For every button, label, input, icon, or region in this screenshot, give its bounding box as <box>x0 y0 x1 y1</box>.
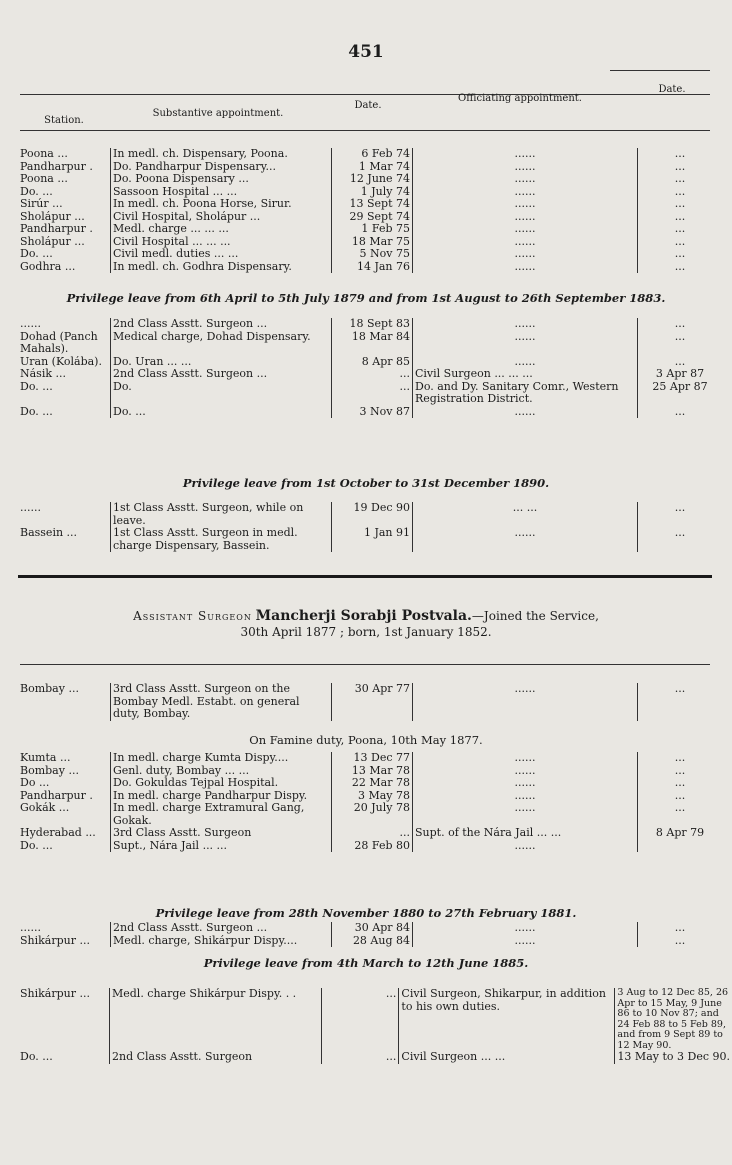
table-row <box>18 777 722 790</box>
officiating-date-cell: 13 May to 3 Dec 90. <box>615 1051 732 1064</box>
officiating-date-cell: ... <box>638 331 723 356</box>
officiating-date-cell: ... <box>638 752 723 765</box>
substantive-cell: Supt., Nára Jail ... ... <box>111 840 332 853</box>
date-cell: 6 Feb 74 <box>332 148 413 161</box>
date-cell: 5 Nov 75 <box>332 248 413 261</box>
station-cell: ...... <box>20 318 41 330</box>
date-cell: 18 Mar 75 <box>332 236 413 249</box>
date-cell: 30 Apr 77 <box>332 683 413 721</box>
officiating-date-cell <box>638 840 723 853</box>
leave-note: Privilege leave from 1st October to 31st December 1890. <box>182 476 550 490</box>
officiating-cell: ...... <box>413 935 638 948</box>
officiating-cell: ...... <box>413 840 638 853</box>
header-bottom-rule <box>20 130 710 131</box>
officiating-cell: ...... <box>413 777 638 790</box>
substantive-cell: 2nd Class Asstt. Surgeon ... <box>111 922 332 935</box>
officiating-cell: Civil Surgeon ... ... <box>399 1051 615 1064</box>
station-cell: Pandharpur . <box>20 789 93 802</box>
officer-rank: Assistant Surgeon <box>133 609 252 623</box>
date-cell: 19 Dec 90 <box>332 502 413 527</box>
officiating-cell: ...... <box>413 752 638 765</box>
substantive-cell: Do. ... <box>111 406 332 419</box>
service-table-7 <box>18 988 732 1064</box>
table-row <box>18 211 722 224</box>
officiating-cell: ...... <box>413 683 638 721</box>
substantive-cell: 2nd Class Asstt. Surgeon <box>109 1051 321 1064</box>
station-cell: Do. ... <box>20 380 53 393</box>
substantive-cell: In medl. charge Pandharpur Dispy. <box>111 790 332 803</box>
date-cell: 13 Dec 77 <box>332 752 413 765</box>
table-row <box>18 381 722 406</box>
officiating-date-cell: ... <box>638 173 723 186</box>
officer-joined: —Joined the Service, <box>471 609 599 623</box>
officiating-cell: ...... <box>413 148 638 161</box>
header-officiating: Officiating appointment. <box>458 93 582 104</box>
station-cell: Kumta ... <box>20 752 71 764</box>
station-cell: Do. ... <box>20 839 53 852</box>
date-cell: 18 Sept 83 <box>332 318 413 331</box>
station-cell: Uran (Kolába). <box>20 355 102 368</box>
substantive-cell: Do. <box>111 381 332 406</box>
station-cell: Pandharpur . <box>20 160 93 173</box>
date-cell: 28 Aug 84 <box>332 935 413 948</box>
date-cell: ... <box>322 1051 399 1064</box>
service-table-6 <box>18 922 722 947</box>
officiating-date-cell: ... <box>638 406 723 419</box>
table-row <box>18 1051 732 1064</box>
officiating-cell: Civil Surgeon ... ... ... <box>413 368 638 381</box>
header-top-rule <box>610 70 710 71</box>
date-cell: 3 May 78 <box>332 790 413 803</box>
officiating-date-cell: 8 Apr 79 <box>638 827 723 840</box>
header-station: Station. <box>44 115 84 126</box>
table-row <box>18 186 722 199</box>
table-row <box>18 198 722 211</box>
officiating-date-cell: ... <box>638 356 723 369</box>
officiating-date-cell: ... <box>638 935 723 948</box>
substantive-cell: 3rd Class Asstt. Surgeon <box>111 827 332 840</box>
officiating-cell: ...... <box>413 922 638 935</box>
officiating-cell: ...... <box>413 527 638 552</box>
substantive-cell: Genl. duty, Bombay ... ... <box>111 765 332 778</box>
date-cell: ... <box>322 988 399 1051</box>
header-substantive: Substantive appointment. <box>152 108 284 119</box>
station-cell: ...... <box>20 922 41 934</box>
date-cell: 1 Mar 74 <box>332 161 413 174</box>
service-table-3 <box>18 502 722 552</box>
officiating-date-cell: ... <box>638 527 723 552</box>
section-divider <box>18 575 712 578</box>
officiating-date-cell: ... <box>638 236 723 249</box>
substantive-cell: In medl. charge Kumta Dispy.... <box>111 752 332 765</box>
substantive-cell: Do. Poona Dispensary ... <box>111 173 332 186</box>
station-cell: Hyderabad ... <box>20 827 96 839</box>
officiating-cell: ...... <box>413 356 638 369</box>
officiating-cell: Civil Surgeon, Shikarpur, in addition to his own duties. <box>399 988 615 1051</box>
substantive-cell: In medl. charge Extramural Gang, Gokak. <box>111 802 332 827</box>
officiating-date-cell: ... <box>638 318 723 331</box>
officiating-date-cell: ... <box>638 211 723 224</box>
officiating-cell: ...... <box>413 765 638 778</box>
header-date: Date. <box>354 100 382 111</box>
substantive-cell: Medical charge, Dohad Dispensary. <box>111 331 332 356</box>
station-cell: Do. ... <box>20 405 53 418</box>
officiating-cell: ... ... <box>413 502 638 527</box>
officiating-date-cell: 3 Aug to 12 Dec 85, 26 Apr to 15 May, 9 June 86 to 10 Nov 87; and 24 Feb 88 to 5 Feb 89, and from 9 Sept 89 to 12 May 90. <box>615 988 732 1051</box>
officiating-cell: ...... <box>413 790 638 803</box>
officiating-date-cell: ... <box>638 790 723 803</box>
officiating-date-cell: ... <box>638 198 723 211</box>
station-cell: Poona ... <box>20 148 68 160</box>
date-cell: ... <box>332 827 413 840</box>
date-cell: 13 Sept 74 <box>332 198 413 211</box>
station-cell: Godhra ... <box>20 260 76 273</box>
station-cell: Shikárpur ... <box>20 934 90 947</box>
table-row <box>18 502 722 527</box>
station-cell: ...... <box>20 502 41 514</box>
date-cell: 30 Apr 84 <box>332 922 413 935</box>
officiating-cell: ...... <box>413 161 638 174</box>
substantive-cell: Sassoon Hospital ... ... <box>111 186 332 199</box>
service-table-2 <box>18 318 722 418</box>
table-row <box>18 148 722 161</box>
table-row <box>18 802 722 827</box>
station-cell: Sholápur ... <box>20 210 85 223</box>
date-cell: 1 July 74 <box>332 186 413 199</box>
officiating-cell: ...... <box>413 248 638 261</box>
officiating-cell: ...... <box>413 406 638 419</box>
officiating-date-cell: ... <box>638 502 723 527</box>
table-row <box>18 261 722 274</box>
date-cell: ... <box>332 381 413 406</box>
table-row <box>18 356 722 369</box>
station-cell: Násik ... <box>20 368 66 380</box>
station-cell: Do. ... <box>20 248 53 260</box>
famine-note: On Famine duty, Poona, 10th May 1877. <box>249 733 483 747</box>
station-cell: Bombay ... <box>20 683 79 695</box>
officiating-cell: ...... <box>413 223 638 236</box>
date-cell: 3 Nov 87 <box>332 406 413 419</box>
date-cell: 14 Jan 76 <box>332 261 413 274</box>
substantive-cell: In medl. ch. Godhra Dispensary. <box>111 261 332 274</box>
date-cell: 29 Sept 74 <box>332 211 413 224</box>
officiating-date-cell: ... <box>638 148 723 161</box>
section2-top-rule <box>20 664 710 665</box>
table-row <box>18 318 722 331</box>
service-table-4 <box>18 683 722 721</box>
officer-dates: 30th April 1877 ; born, 1st January 1852. <box>240 625 492 639</box>
station-cell: Gokák ... <box>20 802 70 814</box>
officiating-date-cell: ... <box>638 777 723 790</box>
officiating-date-cell: ... <box>638 683 723 721</box>
substantive-cell: Do. Uran ... ... <box>111 356 332 369</box>
page-number: 451 <box>348 42 384 62</box>
substantive-cell: Civil medl. duties ... ... <box>111 248 332 261</box>
substantive-cell: 1st Class Asstt. Surgeon in medl. charge Dispensary, Bassein. <box>111 527 332 552</box>
substantive-cell: In medl. ch. Dispensary, Poona. <box>111 148 332 161</box>
service-table-1 <box>18 148 722 273</box>
date-cell: 22 Mar 78 <box>332 777 413 790</box>
officiating-date-cell: 3 Apr 87 <box>638 368 723 381</box>
table-row <box>18 840 722 853</box>
substantive-cell: Civil Hospital, Sholápur ... <box>111 211 332 224</box>
substantive-cell: 2nd Class Asstt. Surgeon ... <box>111 318 332 331</box>
substantive-cell: In medl. ch. Poona Horse, Sirur. <box>111 198 332 211</box>
officiating-cell: ...... <box>413 186 638 199</box>
table-row <box>18 935 722 948</box>
station-cell: Sirúr ... <box>20 198 63 210</box>
officiating-cell: ...... <box>413 261 638 274</box>
officiating-cell: ...... <box>413 802 638 827</box>
table-row <box>18 752 722 765</box>
table-row <box>18 223 722 236</box>
officiating-date-cell: ... <box>638 161 723 174</box>
service-table-5 <box>18 752 722 852</box>
date-cell: 1 Feb 75 <box>332 223 413 236</box>
station-cell: Pandharpur . <box>20 223 93 235</box>
table-row <box>18 827 722 840</box>
table-row <box>18 790 722 803</box>
date-cell: 12 June 74 <box>332 173 413 186</box>
table-row <box>18 922 722 935</box>
date-cell: 1 Jan 91 <box>332 527 413 552</box>
officiating-date-cell: 25 Apr 87 <box>638 381 723 406</box>
header-off-date: Date. <box>658 84 686 95</box>
date-cell: 13 Mar 78 <box>332 765 413 778</box>
table-row <box>18 527 722 552</box>
station-cell: Do. ... <box>20 1051 53 1063</box>
substantive-cell: 3rd Class Asstt. Surgeon on the Bombay Medl. Estabt. on general duty, Bombay. <box>111 683 332 721</box>
officiating-cell: ...... <box>413 236 638 249</box>
station-cell: Poona ... <box>20 173 68 185</box>
table-row <box>18 988 732 1051</box>
officiating-date-cell: ... <box>638 186 723 199</box>
leave-note: Privilege leave from 4th March to 12th June 1885. <box>203 956 529 970</box>
substantive-cell: Do. Pandharpur Dispensary... <box>111 161 332 174</box>
officiating-cell: ...... <box>413 318 638 331</box>
officiating-date-cell: ... <box>638 802 723 827</box>
officer-name: Mancherji Sorabji Postvala. <box>255 608 472 624</box>
officiating-date-cell: ... <box>638 248 723 261</box>
officiating-cell: Supt. of the Nára Jail ... ... <box>413 827 638 840</box>
table-row <box>18 236 722 249</box>
table-row <box>18 406 722 419</box>
substantive-cell: Medl. charge Shikárpur Dispy. . . <box>109 988 321 1051</box>
officiating-cell: ...... <box>413 198 638 211</box>
table-row <box>18 368 722 381</box>
officiating-cell: ...... <box>413 173 638 186</box>
date-cell: 28 Feb 80 <box>332 840 413 853</box>
leave-note: Privilege leave from 28th November 1880 to 27th February 1881. <box>155 906 577 920</box>
officiating-date-cell: ... <box>638 223 723 236</box>
station-cell: Shikárpur ... <box>20 988 90 1000</box>
table-row <box>18 173 722 186</box>
table-row <box>18 331 722 356</box>
station-cell: Sholápur ... <box>20 235 85 248</box>
table-row <box>18 248 722 261</box>
date-cell: 8 Apr 85 <box>332 356 413 369</box>
officiating-date-cell: ... <box>638 922 723 935</box>
substantive-cell: Medl. charge ... ... ... <box>111 223 332 236</box>
date-cell: 18 Mar 84 <box>332 331 413 356</box>
officiating-date-cell: ... <box>638 765 723 778</box>
leave-note: Privilege leave from 6th April to 5th July 1879 and from 1st August to 26th September 1883. <box>66 291 666 305</box>
station-cell: Bassein ... <box>20 527 78 539</box>
substantive-cell: Civil Hospital ... ... ... <box>111 236 332 249</box>
station-cell: Bombay ... <box>20 764 79 777</box>
date-cell: 20 July 78 <box>332 802 413 827</box>
table-row <box>18 161 722 174</box>
table-row <box>18 765 722 778</box>
substantive-cell: 2nd Class Asstt. Surgeon ... <box>111 368 332 381</box>
substantive-cell: 1st Class Asstt. Surgeon, while on leave. <box>111 502 332 527</box>
date-cell: ... <box>332 368 413 381</box>
officiating-cell: ...... <box>413 331 638 356</box>
station-cell: Dohad (Panch Mahals). <box>20 330 98 355</box>
substantive-cell: Do. Gokuldas Tejpal Hospital. <box>111 777 332 790</box>
station-cell: Do ... <box>20 777 50 789</box>
officiating-cell: ...... <box>413 211 638 224</box>
table-row <box>18 683 722 721</box>
substantive-cell: Medl. charge, Shikárpur Dispy.... <box>111 935 332 948</box>
officiating-cell: Do. and Dy. Sanitary Comr., Western Registration District. <box>413 381 638 406</box>
station-cell: Do. ... <box>20 185 53 198</box>
officer-bio <box>0 608 732 640</box>
officiating-date-cell: ... <box>638 261 723 274</box>
